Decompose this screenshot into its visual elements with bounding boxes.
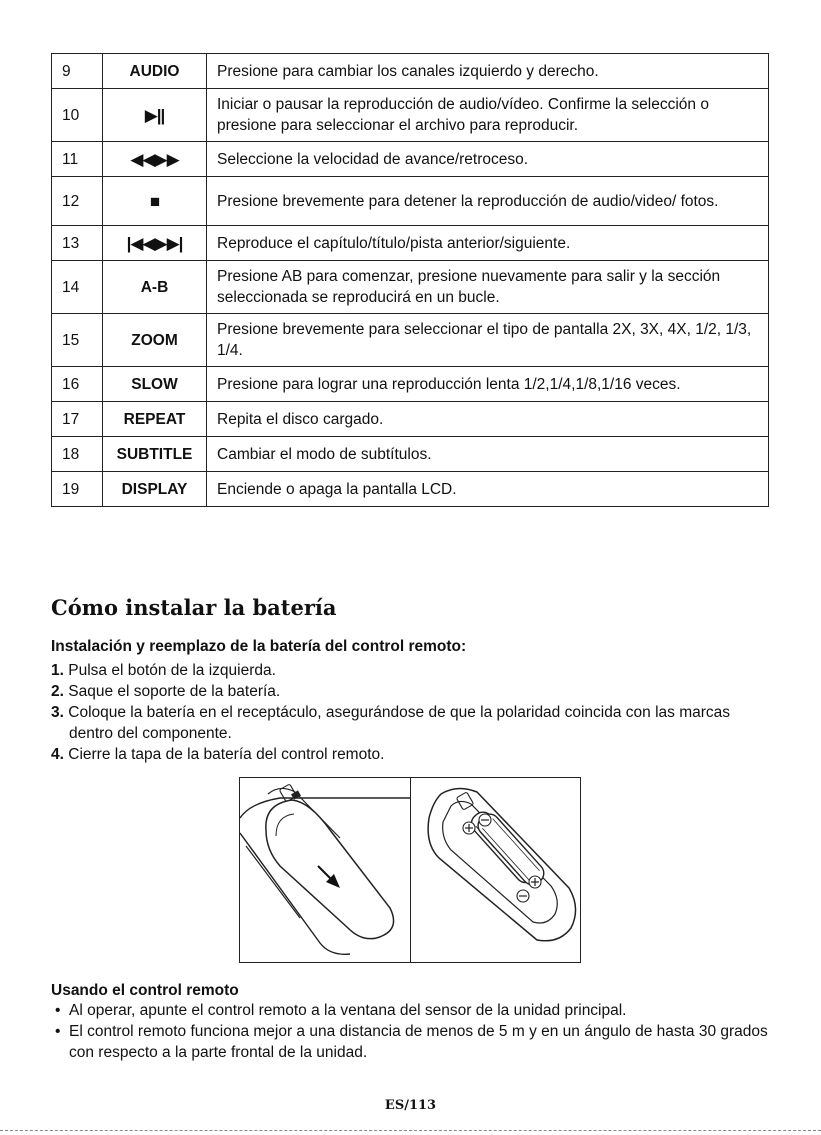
key-description: Presione brevemente para detener la reproducción de audio/video/ fotos. — [207, 177, 769, 226]
table-row — [52, 177, 769, 226]
bullet-text: El control remoto funciona mejor a una distancia de menos de 5 m y en un ángulo de hasta 30 grados con respecto a la parte frontal de la unidad. — [69, 1023, 768, 1061]
key-label: SUBTITLE — [103, 437, 207, 472]
table-row — [52, 89, 769, 142]
table-row — [52, 142, 769, 177]
key-description: Presione para lograr una reproducción lenta 1/2,1/4,1/8,1/16 veces. — [207, 367, 769, 402]
stop-icon: ■ — [103, 177, 207, 226]
remote-battery-compartment-icon — [411, 778, 581, 962]
list-item — [51, 744, 771, 765]
bullet-dot: • — [55, 1002, 61, 1019]
key-label: REPEAT — [103, 402, 207, 437]
usage-bullets — [51, 1000, 771, 1063]
skip-prev-next-icon: |◀◀▶▶| — [103, 226, 207, 261]
key-description: Presione para cambiar los canales izquierdo y derecho. — [207, 54, 769, 89]
list-item — [51, 681, 771, 702]
battery-illustration — [239, 777, 581, 963]
step-number: 3. — [51, 704, 64, 721]
bullet-dot: • — [55, 1023, 61, 1040]
row-number: 19 — [52, 472, 103, 507]
table-row — [52, 472, 769, 507]
key-label: DISPLAY — [103, 472, 207, 507]
key-description: Cambiar el modo de subtítulos. — [207, 437, 769, 472]
row-number: 9 — [52, 54, 103, 89]
remote-battery-cover-open-icon — [240, 778, 410, 962]
fast-rewind-forward-icon: ◀◀▶▶ — [103, 142, 207, 177]
row-number: 17 — [52, 402, 103, 437]
bullet-text: Al operar, apunte el control remoto a la ventana del sensor de la unidad principal. — [69, 1002, 627, 1019]
list-item — [51, 702, 771, 744]
row-number: 14 — [52, 261, 103, 314]
row-number: 11 — [52, 142, 103, 177]
remote-keys-table — [51, 53, 769, 507]
step-text: Coloque la batería en el receptáculo, asegurándose de que la polaridad coincida con las marcas dentro del componente. — [68, 704, 731, 742]
row-number: 15 — [52, 314, 103, 367]
step-text: Saque el soporte de la batería. — [68, 683, 281, 700]
table-row — [52, 402, 769, 437]
key-description: Presione brevemente para seleccionar el tipo de pantalla 2X, 3X, 4X, 1/2, 1/3, 1/4. — [207, 314, 769, 367]
row-number: 12 — [52, 177, 103, 226]
bottom-rule — [0, 1130, 821, 1131]
key-label: AUDIO — [103, 54, 207, 89]
key-description: Seleccione la velocidad de avance/retroceso. — [207, 142, 769, 177]
table-row — [52, 261, 769, 314]
row-number: 13 — [52, 226, 103, 261]
step-number: 4. — [51, 746, 64, 763]
key-label: SLOW — [103, 367, 207, 402]
key-description: Enciende o apaga la pantalla LCD. — [207, 472, 769, 507]
list-item — [51, 1021, 771, 1063]
key-description: Presione AB para comenzar, presione nuevamente para salir y la sección seleccionada se reproducirá en un bucle. — [207, 261, 769, 314]
step-text: Pulsa el botón de la izquierda. — [68, 662, 276, 679]
key-label: ZOOM — [103, 314, 207, 367]
table-row — [52, 314, 769, 367]
key-label: A-B — [103, 261, 207, 314]
table-row — [52, 367, 769, 402]
list-item — [51, 660, 771, 681]
list-item — [51, 1000, 771, 1021]
step-text: Cierre la tapa de la batería del control remoto. — [68, 746, 385, 763]
install-heading: Instalación y reemplazo de la batería del control remoto: — [51, 638, 467, 655]
key-description: Repita el disco cargado. — [207, 402, 769, 437]
step-number: 1. — [51, 662, 64, 679]
step-number: 2. — [51, 683, 64, 700]
row-number: 10 — [52, 89, 103, 142]
page-number: ES/113 — [384, 1098, 437, 1113]
usage-heading: Usando el control remoto — [51, 982, 239, 999]
table-row — [52, 226, 769, 261]
row-number: 18 — [52, 437, 103, 472]
table-row — [52, 437, 769, 472]
key-description: Reproduce el capítulo/título/pista anterior/siguiente. — [207, 226, 769, 261]
row-number: 16 — [52, 367, 103, 402]
section-title: Cómo instalar la batería — [51, 595, 337, 620]
play-pause-icon: ▶|| — [103, 89, 207, 142]
install-steps — [51, 660, 771, 765]
table-row — [52, 54, 769, 89]
key-description: Iniciar o pausar la reproducción de audio/vídeo. Confirme la selección o presione para seleccionar el archivo para reproducir. — [207, 89, 769, 142]
